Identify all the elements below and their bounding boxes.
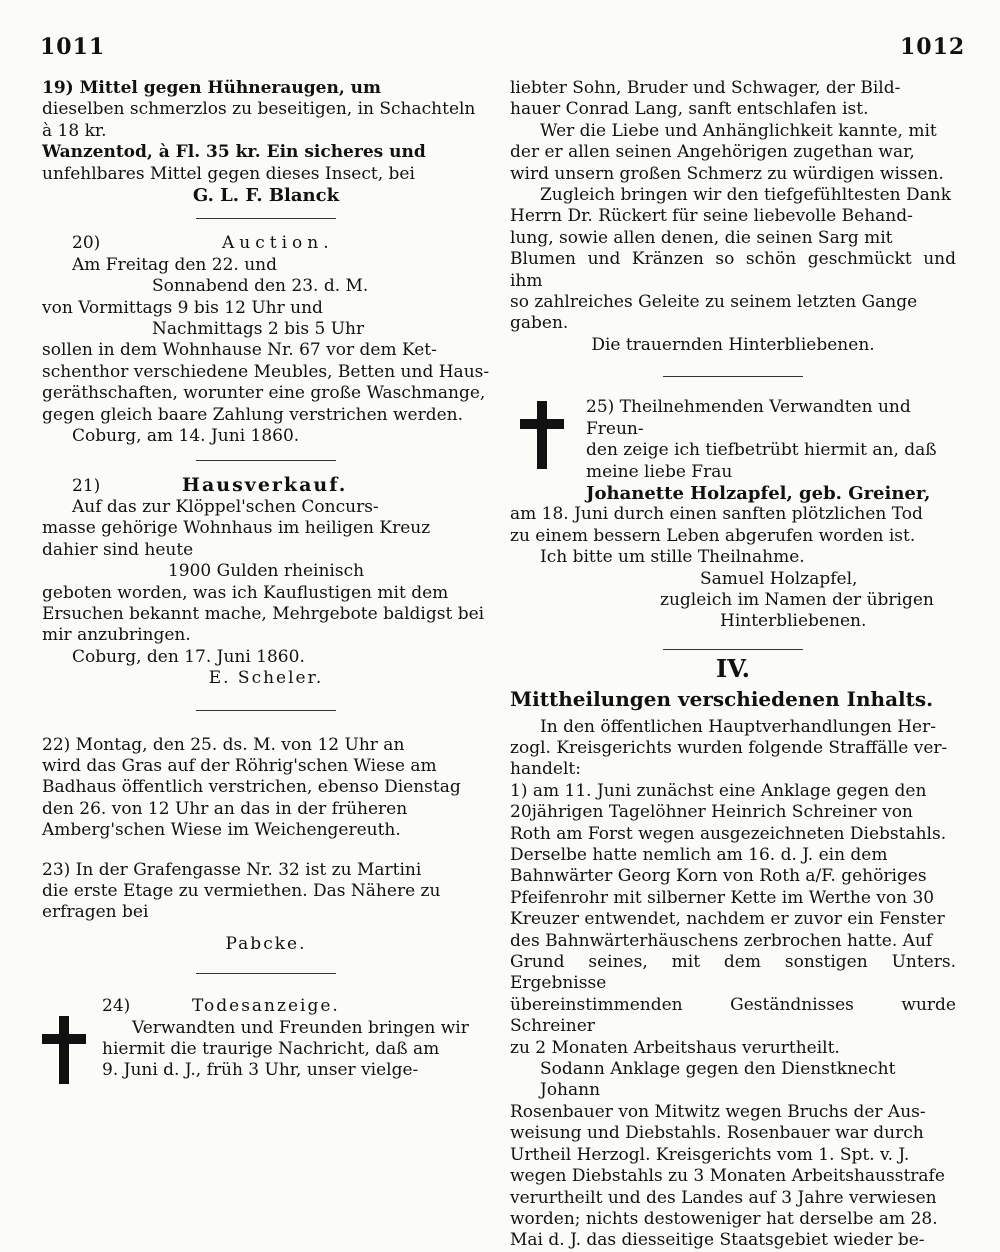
notice-23-signature: Pabcke. — [225, 933, 307, 954]
section-line: 1) am 11. Juni zunächst eine Anklage gegen den — [510, 780, 927, 801]
separator — [196, 710, 336, 711]
section-line: Roth am Forst wegen ausgezeichneten Diebstahls. — [510, 823, 947, 844]
notice-24-line: Verwandten und Freunden bringen wir — [132, 1017, 469, 1038]
notice-20-line: Nachmittags 2 bis 5 Uhr — [152, 319, 365, 340]
notice-25-line: den zeige ich tiefbetrübt hiermit an, daß — [586, 440, 937, 461]
notice-19-line: à 18 kr. — [42, 120, 107, 141]
section-line: Bahnwärter Georg Korn von Roth a/F. gehöriges — [510, 866, 927, 887]
notice-21 — [42, 475, 490, 690]
section-line: des Bahnwärterhäuschens zerbrochen hatte. Auf — [510, 930, 933, 951]
notice-19-line: unfehlbares Mittel gegen dieses Insect, bei — [42, 163, 415, 184]
section-line: Pfeifenrohr mit silberner Kette im Werthe von 30 — [510, 887, 935, 908]
separator — [196, 460, 336, 461]
notice-22-line: Badhaus öffentlich verstrichen, ebenso Dienstag — [42, 777, 461, 798]
notice-25-line: zu einem bessern Leben abgerufen worden ist. — [510, 525, 916, 546]
cross-icon — [42, 1016, 86, 1084]
notice-25-line: meine liebe Frau — [586, 461, 733, 482]
notice-number: 24) — [102, 996, 131, 1017]
notice-21-line: geboten worden, was ich Kauflustigen mit dem — [42, 582, 449, 603]
notice-22-line: Amberg'schen Wiese im Weichengereuth. — [42, 820, 401, 841]
notice-21-date: Coburg, den 17. Juni 1860. — [72, 646, 305, 667]
section-line: Grund seines, mit dem sonstigen Unters. Ergebnisse — [510, 952, 956, 994]
notice-23-line: 23) In der Grafengasse Nr. 32 ist zu Martini — [42, 859, 422, 880]
notice-24-cont-line: der er allen seinen Angehörigen zugethan war, — [510, 142, 915, 163]
notice-title: Auction. — [222, 233, 334, 254]
notice-22-line: den 26. von 12 Uhr an das in der früheren — [42, 798, 408, 819]
notice-23-line: die erste Etage zu vermiethen. Das Nähere zu — [42, 881, 441, 901]
notice-19-line: dieselben schmerzlos zu beseitigen, in Schachteln — [42, 99, 476, 120]
notice-21-line: mir anzubringen. — [42, 625, 191, 646]
section-line: Mai d. J. das diesseitige Staatsgebiet wieder be- — [510, 1230, 925, 1251]
section-number: IV. — [715, 653, 750, 683]
section-line: verurtheilt und des Landes auf 3 Jahre verwiesen — [510, 1187, 937, 1208]
page-number-right: 1012 — [900, 34, 966, 60]
notice-24-cont-line: liebter Sohn, Bruder und Schwager, der Bild- — [510, 78, 901, 98]
notice-24-signature: Die trauernden Hinterbliebenen. — [591, 334, 875, 355]
notice-25 — [510, 397, 956, 632]
notice-number: 21) — [72, 475, 101, 496]
notice-22-line: wird das Gras auf der Röhrig'schen Wiese am — [42, 755, 437, 776]
notice-21-amount: 1900 Gulden rheinisch — [167, 561, 365, 582]
separator — [196, 218, 336, 219]
right-column — [510, 78, 956, 1252]
section-line: Kreuzer entwendet, nachdem er zuvor ein Fenster — [510, 909, 945, 930]
notice-24-cont-line: wird unsern großen Schmerz zu würdigen wissen. — [510, 163, 944, 184]
notice-21-heading — [42, 475, 490, 497]
notice-19-signature: G. L. F. Blanck — [192, 185, 340, 207]
notice-number: 20) — [72, 233, 101, 254]
notice-22-line: 22) Montag, den 25. ds. M. von 12 Uhr an — [42, 734, 405, 755]
section-line: Derselbe hatte nemlich am 16. d. J. ein dem — [510, 845, 888, 865]
notice-24-cont-line: Wer die Liebe und Anhänglichkeit kannte, mit — [540, 120, 937, 141]
cross-icon — [520, 401, 564, 469]
notice-25-line: 25) Theilnehmenden Verwandten und Freun- — [586, 397, 911, 439]
notice-24-cont-line: hauer Conrad Lang, sanft entschlafen ist. — [510, 99, 869, 120]
notice-24-cont-line: Zugleich bringen wir den tiefgefühltesten Dank — [540, 185, 952, 206]
notice-25-signature: Samuel Holzapfel, — [700, 568, 858, 589]
section-line: zogl. Kreisgerichts wurden folgende Straffälle ver- — [510, 737, 948, 758]
separator — [196, 973, 336, 974]
notice-25-name: Johanette Holzapfel, geb. Greiner, — [586, 482, 931, 504]
notice-24-cont-line: Blumen und Kränzen so schön geschmückt und ihm — [510, 249, 956, 291]
notice-20-line: von Vormittags 9 bis 12 Uhr und — [42, 297, 323, 318]
section-line: zu 2 Monaten Arbeitshaus verurtheilt. — [510, 1037, 840, 1058]
section-line: handelt: — [510, 759, 581, 780]
section-line: 20jährigen Tagelöhner Heinrich Schreiner von — [510, 802, 913, 823]
notice-19-line: Wanzentod, à Fl. 35 kr. Ein sicheres und — [42, 142, 426, 163]
section-iv — [510, 653, 956, 1252]
separator — [663, 649, 803, 650]
notice-20-line: sollen in dem Wohnhause Nr. 67 vor dem Ket- — [42, 340, 437, 361]
section-line: weisung und Diebstahls. Rosenbauer war durch — [510, 1123, 924, 1144]
section-line: übereinstimmenden Geständnisses wurde Schreiner — [510, 994, 956, 1037]
notice-21-line: Auf das zur Klöppel'schen Concurs- — [72, 496, 379, 517]
notice-21-signature: E. Scheler. — [208, 668, 324, 689]
left-column — [42, 78, 490, 1082]
notice-20 — [42, 233, 490, 447]
notice-20-line: gegen gleich baare Zahlung verstrichen werden. — [42, 404, 464, 425]
section-line: Urtheil Herzogl. Kreisgerichts vom 1. Spt. v. J. — [510, 1144, 910, 1165]
notice-24-continued — [510, 78, 956, 356]
notice-22 — [42, 735, 490, 842]
notice-23 — [42, 860, 490, 956]
notice-20-date: Coburg, am 14. Juni 1860. — [72, 426, 300, 447]
notice-19-line: 19) Mittel gegen Hühneraugen, um — [42, 78, 382, 98]
notice-24-line: hiermit die traurige Nachricht, daß am — [102, 1039, 440, 1060]
notice-25-line: am 18. Juni durch einen sanften plötzlichen Tod — [510, 504, 923, 525]
section-line: Sodann Anklage gegen den Dienstknecht Johann — [540, 1059, 896, 1101]
page-number-left: 1011 — [40, 34, 106, 60]
notice-21-line: Ersuchen bekannt mache, Mehrgebote baldigst bei — [42, 603, 485, 624]
section-title: Mittheilungen verschiedenen Inhalts. — [510, 687, 934, 712]
section-line: worden; nichts destoweniger hat derselbe am 28. — [510, 1208, 938, 1229]
separator — [663, 376, 803, 377]
notice-19 — [42, 78, 490, 206]
notice-title: Todesanzeige. — [192, 996, 340, 1017]
notice-21-line: dahier sind heute — [42, 539, 194, 560]
notice-20-heading — [42, 233, 490, 254]
section-line: In den öffentlichen Hauptverhandlungen Her- — [540, 716, 936, 737]
section-line: Rosenbauer von Mitwitz wegen Bruchs der Aus- — [510, 1101, 926, 1122]
notice-24-line: 9. Juni d. J., früh 3 Uhr, unser vielge- — [102, 1060, 419, 1081]
notice-20-line: Sonnabend den 23. d. M. — [152, 276, 369, 297]
notice-24 — [42, 996, 490, 1082]
notice-24-heading — [102, 996, 490, 1017]
notice-25-line: Ich bitte um stille Theilnahme. — [540, 547, 805, 568]
section-line: wegen Diebstahls zu 3 Monaten Arbeitshausstrafe — [510, 1166, 945, 1187]
notice-21-line: masse gehörige Wohnhaus im heiligen Kreuz — [42, 518, 431, 539]
notice-24-cont-line: lung, sowie allen denen, die seinen Sarg mit — [510, 227, 893, 248]
notice-24-cont-line: Herrn Dr. Rückert für seine liebevolle Behand- — [510, 206, 913, 227]
notice-23-line: erfragen bei — [42, 902, 149, 923]
notice-20-line: geräthschaften, worunter eine große Waschmange, — [42, 383, 486, 404]
notice-20-line: Am Freitag den 22. und — [72, 254, 277, 275]
notice-title: Hausverkauf. — [182, 473, 348, 496]
notice-25-signature: zugleich im Namen der übrigen — [660, 589, 934, 610]
notice-24-cont-line: so zahlreiches Geleite zu seinem letzten Gange gaben. — [510, 292, 918, 334]
notice-20-line: schenthor verschiedene Meubles, Betten und Haus- — [42, 361, 490, 382]
notice-25-signature: Hinterbliebenen. — [720, 611, 867, 632]
